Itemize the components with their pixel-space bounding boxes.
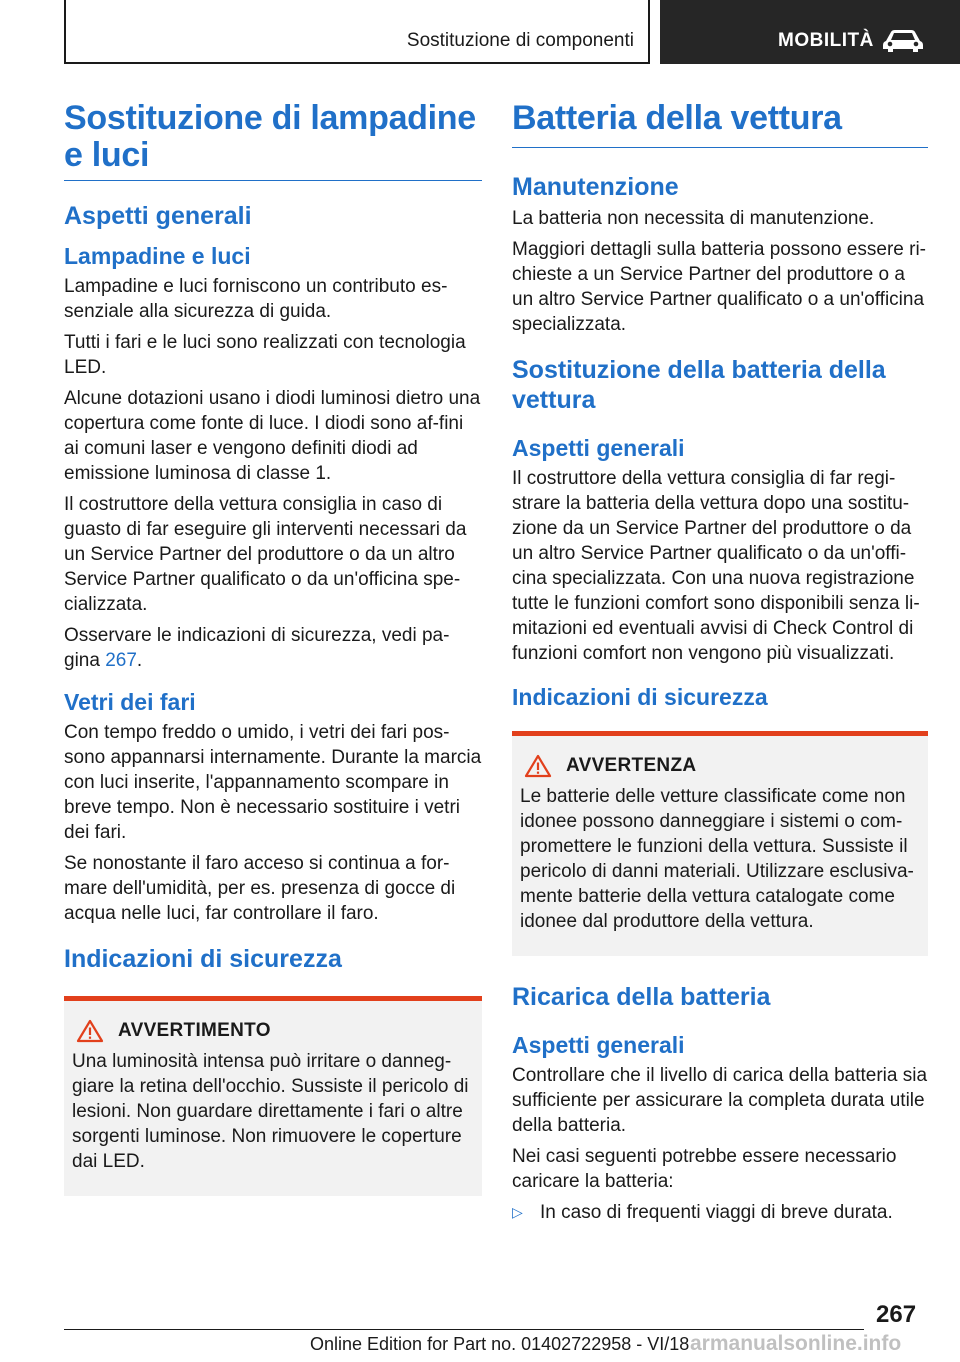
- paragraph: Maggiori dettagli sulla batteria possono essere ri-chieste a un Service Partner del produttore o a un altro Service Partner qualificato o a un'officina specializzata.: [512, 239, 926, 335]
- page-number: 267: [876, 1301, 917, 1328]
- paragraph: Tutti i fari e le luci sono realizzati con tecnologia LED.: [64, 332, 466, 378]
- right-safety-heading: Indicazioni di sicurezza: [512, 684, 768, 710]
- right-column: [512, 100, 928, 1225]
- left-title-block: [64, 100, 482, 181]
- paragraph: Il costruttore della vettura consiglia di far regi-strare la batteria della vettura dopo una sostitu-zione da un Service Partner del produttore o da un altro Service Partner qualificato o da un'offi-cina specializzata. Con una nuova registrazione tutte le funzioni comfort sono disponibili senza li-mitazioni ed eventuali avvisi di Check Control di funzioni comfort non vengono più visualizzati.: [512, 468, 920, 664]
- warning-triangle-icon: [524, 754, 552, 778]
- manutenzione-heading: Manutenzione: [512, 173, 679, 201]
- left-page-title: Sostituzione di lampadine e luci: [64, 99, 476, 174]
- list-item-text: In caso di frequenti viaggi di breve durata.: [540, 1202, 893, 1223]
- paragraph: Con tempo freddo o umido, i vetri dei fari pos-sono appannarsi internamente. Durante la marcia con luci inserite, l'appannamento scompare in breve tempo. Non è necessario sostituire i vetri dei fari.: [64, 722, 482, 843]
- lampadine-heading: Lampadine e luci: [64, 243, 251, 269]
- warning-title: AVVERTENZA: [566, 755, 697, 776]
- footer-rule: [64, 1329, 864, 1330]
- section-tab: [64, 0, 650, 64]
- left-safety-heading: Indicazioni di sicurezza: [64, 945, 342, 973]
- list-item: [512, 1200, 928, 1225]
- vetri-heading: Vetri dei fari: [64, 689, 196, 715]
- chapter-title: MOBILITÀ: [778, 30, 874, 51]
- edition-text: Online Edition for Part no. 01402722958 - VI/18: [310, 1334, 690, 1354]
- warning-header: [72, 1019, 474, 1043]
- right-page-title: Batteria della vettura: [512, 99, 842, 137]
- ricarica-sub-heading: Aspetti generali: [512, 1032, 685, 1058]
- watermark: armanualsonline.info: [690, 1332, 902, 1355]
- paragraph: La batteria non necessita di manutenzione.: [512, 208, 875, 229]
- page-header: [0, 0, 960, 66]
- ricarica-heading: Ricarica della batteria: [512, 983, 771, 1011]
- warning-text: Le batterie delle vetture classificate come non idonee possono danneggiare i sistemi o com-promettere le funzioni della vettura. Sussiste il pericolo di danni materiali. Utilizzare esclusiva-mente batterie della vettura catalogate come idonee dal produttore della vettura.: [520, 786, 914, 932]
- section-title: Sostituzione di componenti: [406, 30, 634, 51]
- right-aspetti-heading: Aspetti generali: [512, 435, 685, 461]
- paragraph: Controllare che il livello di carica della batteria sia sufficiente per assicurare la completa durata utile della batteria.: [512, 1065, 928, 1136]
- car-icon: [882, 27, 924, 53]
- safety-reference: [64, 623, 482, 673]
- paragraph: Il costruttore della vettura consiglia in caso di guasto di far eseguire gli interventi necessari da un Service Partner del produttore o da un altro Service Partner qualificato o da un'officina spe-cializzata.: [64, 494, 467, 615]
- warning-triangle-icon: [76, 1019, 104, 1043]
- bullet-triangle-icon: ▷: [512, 1204, 523, 1220]
- reference-text: Osservare le indicazioni di sicurezza, vedi pa-gina: [64, 625, 450, 671]
- paragraph: Lampadine e luci forniscono un contributo es-senziale alla sicurezza di guida.: [64, 276, 448, 322]
- reference-end: .: [136, 650, 143, 671]
- chapter-tab: [660, 0, 960, 64]
- warning-box: [64, 996, 482, 1196]
- paragraph: Nei casi seguenti potrebbe essere necessario caricare la batteria:: [512, 1146, 897, 1192]
- left-aspetti-heading: Aspetti generali: [64, 202, 252, 230]
- paragraph: Se nonostante il faro acceso si continua a for-mare dell'umidità, per es. presenza di gocce di acqua nelle luci, far controllare il faro.: [64, 853, 456, 924]
- page-link[interactable]: 267: [105, 650, 137, 671]
- left-column: [64, 100, 482, 1196]
- warning-box: [512, 731, 928, 956]
- warning-text: Una luminosità intensa può irritare o danneg-giare la retina dell'occhio. Sussiste il pericolo di lesioni. Non guardare direttamente i fari o altre sorgenti luminose. Non rimuovere le coperture dai LED.: [72, 1051, 469, 1172]
- paragraph: Alcune dotazioni usano i diodi luminosi dietro una copertura come fonte di luce. I diodi sono af-fini ai comuni laser e vengono definiti diodi ad emissione luminosa di classe 1.: [64, 388, 481, 484]
- warning-title: AVVERTIMENTO: [118, 1020, 271, 1041]
- warning-header: [520, 754, 920, 778]
- sostituzione-heading: Sostituzione della batteria della vettura: [512, 356, 886, 414]
- right-title-block: [512, 100, 928, 148]
